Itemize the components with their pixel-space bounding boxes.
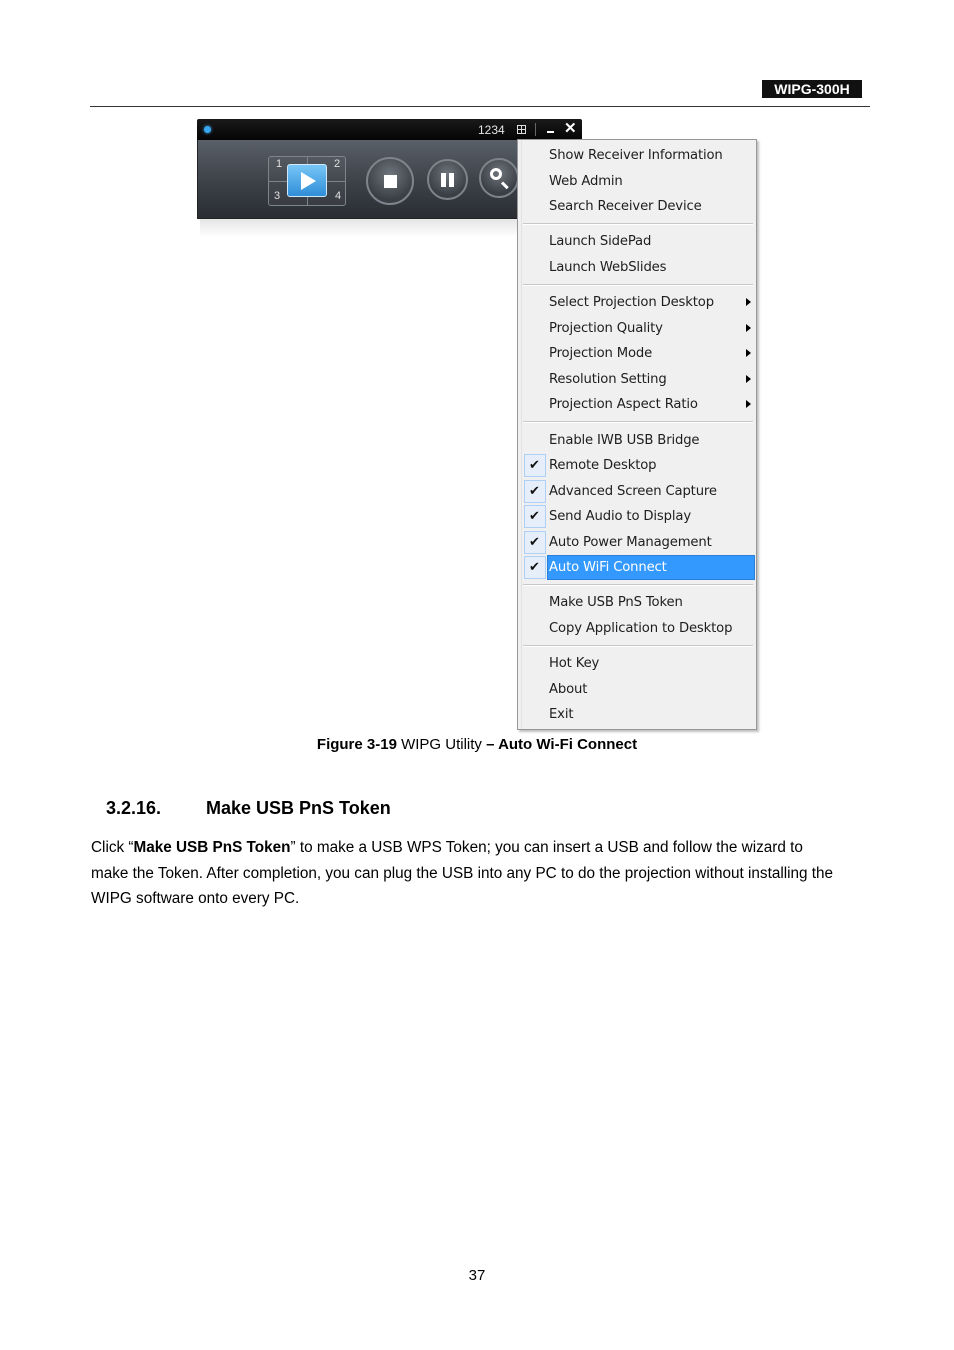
model-badge: WIPG-300H [762, 80, 862, 98]
section-heading [106, 798, 391, 819]
menu-item-web-admin[interactable]: Web Admin [549, 174, 623, 189]
toolbar-reflection [200, 219, 518, 237]
menu-item-resolution-setting[interactable]: Resolution Setting [522, 367, 755, 392]
quadrant-4-label[interactable]: 4 [335, 190, 342, 202]
checkmark-icon: ✔ [524, 454, 546, 477]
section-title: Make USB PnS Token [206, 798, 391, 818]
stop-icon [384, 175, 397, 188]
menu-item-auto-wifi-connect[interactable]: ✔ Auto WiFi Connect [522, 555, 755, 580]
header-rule [90, 106, 870, 107]
checkmark-icon: ✔ [524, 556, 546, 579]
context-menu [517, 139, 757, 730]
menu-separator [523, 284, 753, 286]
checkmark-icon: ✔ [524, 531, 546, 554]
status-dot-icon [204, 126, 211, 133]
menu-item-make-usb-pns-token[interactable]: Make USB PnS Token [549, 595, 683, 610]
login-code: 1234 [478, 123, 505, 137]
body-paragraph: Click “Make USB PnS Token” to make a USB WPS Token; you can insert a USB and follow the wizard to make the Token. After completion, you can plug the USB into any PC to do the projection without installing the WIPG software onto every PC. [91, 839, 834, 907]
submenu-arrow-icon [746, 298, 751, 306]
play-button[interactable] [287, 164, 327, 197]
stop-button[interactable] [366, 157, 414, 205]
utility-toolbar [197, 140, 519, 219]
submenu-arrow-icon [746, 349, 751, 357]
menu-separator [523, 584, 753, 586]
menu-item-search-receiver-device[interactable]: Search Receiver Device [549, 199, 702, 214]
menu-item-send-audio-to-display[interactable]: ✔ Send Audio to Display [522, 504, 755, 529]
menu-item-enable-iwb-usb-bridge[interactable]: Enable IWB USB Bridge [549, 433, 700, 448]
menu-item-launch-webslides[interactable]: Launch WebSlides [549, 260, 667, 275]
quadrant-1-label[interactable]: 1 [276, 158, 283, 170]
section-number: 3.2.16. [106, 798, 162, 818]
menu-item-copy-application-to-desktop[interactable]: Copy Application to Desktop [549, 621, 733, 636]
menu-item-exit[interactable]: Exit [549, 707, 574, 722]
menu-item-projection-quality[interactable]: Projection Quality [522, 316, 755, 341]
minimize-icon[interactable] [547, 131, 554, 133]
menu-item-advanced-screen-capture[interactable]: ✔ Advanced Screen Capture [522, 479, 755, 504]
titlebar-divider [535, 123, 536, 136]
checkmark-icon: ✔ [524, 480, 546, 503]
menu-separator [523, 645, 753, 647]
submenu-arrow-icon [746, 400, 751, 408]
menu-item-launch-sidepad[interactable]: Launch SidePad [549, 234, 652, 249]
menu-item-select-projection-desktop[interactable]: Select Projection Desktop [522, 290, 755, 315]
search-button[interactable] [479, 158, 519, 198]
page-number: 37 [468, 1267, 486, 1284]
menu-item-auto-power-management[interactable]: ✔ Auto Power Management [522, 530, 755, 555]
submenu-arrow-icon [746, 324, 751, 332]
menu-item-remote-desktop[interactable]: ✔ Remote Desktop [522, 453, 755, 478]
menu-item-show-receiver-information[interactable]: Show Receiver Information [549, 148, 723, 163]
menu-separator [523, 421, 753, 423]
pause-button[interactable] [427, 159, 468, 200]
utility-titlebar [197, 119, 582, 140]
menu-item-projection-aspect-ratio[interactable]: Projection Aspect Ratio [522, 392, 755, 417]
menu-item-projection-mode[interactable]: Projection Mode [522, 341, 755, 366]
close-icon[interactable]: ✕ [564, 120, 577, 137]
quadrant-2-label[interactable]: 2 [334, 158, 341, 170]
quadrant-3-label[interactable]: 3 [274, 190, 281, 202]
submenu-arrow-icon [746, 375, 751, 383]
checkmark-icon: ✔ [524, 505, 546, 528]
play-icon [301, 172, 316, 190]
menu-item-about[interactable]: About [549, 682, 588, 697]
menu-item-hot-key[interactable]: Hot Key [549, 656, 600, 671]
pause-icon [441, 173, 446, 187]
menu-separator [523, 223, 753, 225]
grid-icon[interactable] [517, 125, 526, 134]
search-icon [490, 168, 502, 180]
figure-caption: Figure 3-19 WIPG Utility – Auto Wi-Fi Connect [316, 736, 638, 753]
